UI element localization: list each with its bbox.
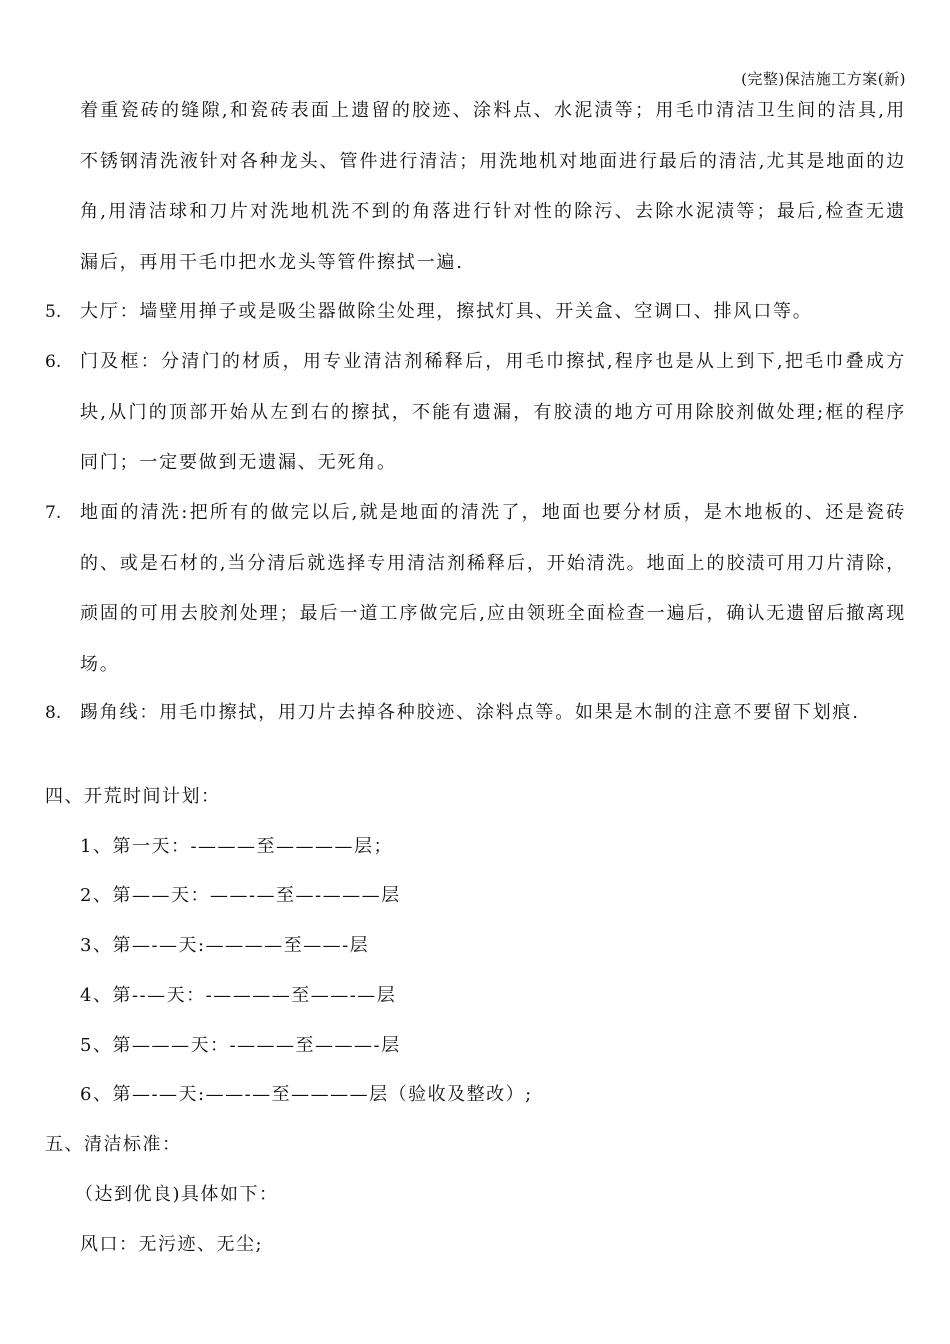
schedule-line: 2、第——天：——-—至—-———层 [80,885,401,906]
section-heading-standards: 五、清洁标准： [45,1134,182,1155]
section-heading-schedule: 四、开荒时间计划： [45,786,221,807]
standard-item: 风口：无污迹、无尘; [80,1234,264,1255]
schedule-line: 5、第———天：-———至———-层 [80,1035,401,1056]
item-text: 踢角线：用毛巾擦拭，用刀片去掉各种胶迹、涂料点等。如果是木制的注意不要留下划痕. [80,702,860,723]
standards-intro: （达到优良)具体如下： [75,1184,279,1205]
schedule-line: 3、第—-—天:————至——-层 [80,935,370,956]
item-number: 7. [45,503,62,523]
item-number: 6. [45,352,62,372]
item-number: 8. [45,703,62,723]
schedule-line: 6、第—-—天:——-—至————层（验收及整改）; [80,1084,533,1105]
continuation-paragraph: 着重瓷砖的缝隙,和瓷砖表面上遗留的胶迹、涂料点、水泥渍等；用毛巾清洁卫生间的洁具,用不锈钢清洗液针对各种龙头、管件进行清洁；用洗地机对地面进行最后的清洁,尤其是地面的边角,用清洁球和刀片对洗地机洗不到的角落进行针对性的除污、去除水泥渍等；最后,检查无遗漏后，再用干毛巾把水龙头等管件擦拭一遍. [80,100,906,273]
item-text: 门及框：分清门的材质，用专业清洁剂稀释后，用毛巾擦拭,程序也是从上到下,把毛巾叠成方块,从门的顶部开始从左到右的擦拭，不能有遗漏，有胶渍的地方可用除胶剂做处理;框的程序同门；一定要做到无遗漏、无死角。 [80,351,906,473]
document-header-title: (完整)保洁施工方案(新) [741,70,906,88]
item-number: 5. [45,302,62,322]
item-text: 地面的清洗:把所有的做完以后,就是地面的清洗了，地面也要分材质，是木地板的、还是瓷砖的、或是石材的,当分清后就选择专用清洁剂稀释后，开始清洗。地面上的胶渍可用刀片清除，顽固的可用去胶剂处理；最后一道工序做完后,应由领班全面检查一遍后，确认无遗留后撤离现场。 [80,502,906,675]
schedule-line: 1、第一天：-———至————层； [80,836,394,857]
schedule-line: 4、第--—天：-————至——-—层 [80,985,397,1006]
item-text: 大厅：墙壁用掸子或是吸尘器做除尘处理，擦拭灯具、开关盒、空调口、排风口等。 [80,301,813,322]
